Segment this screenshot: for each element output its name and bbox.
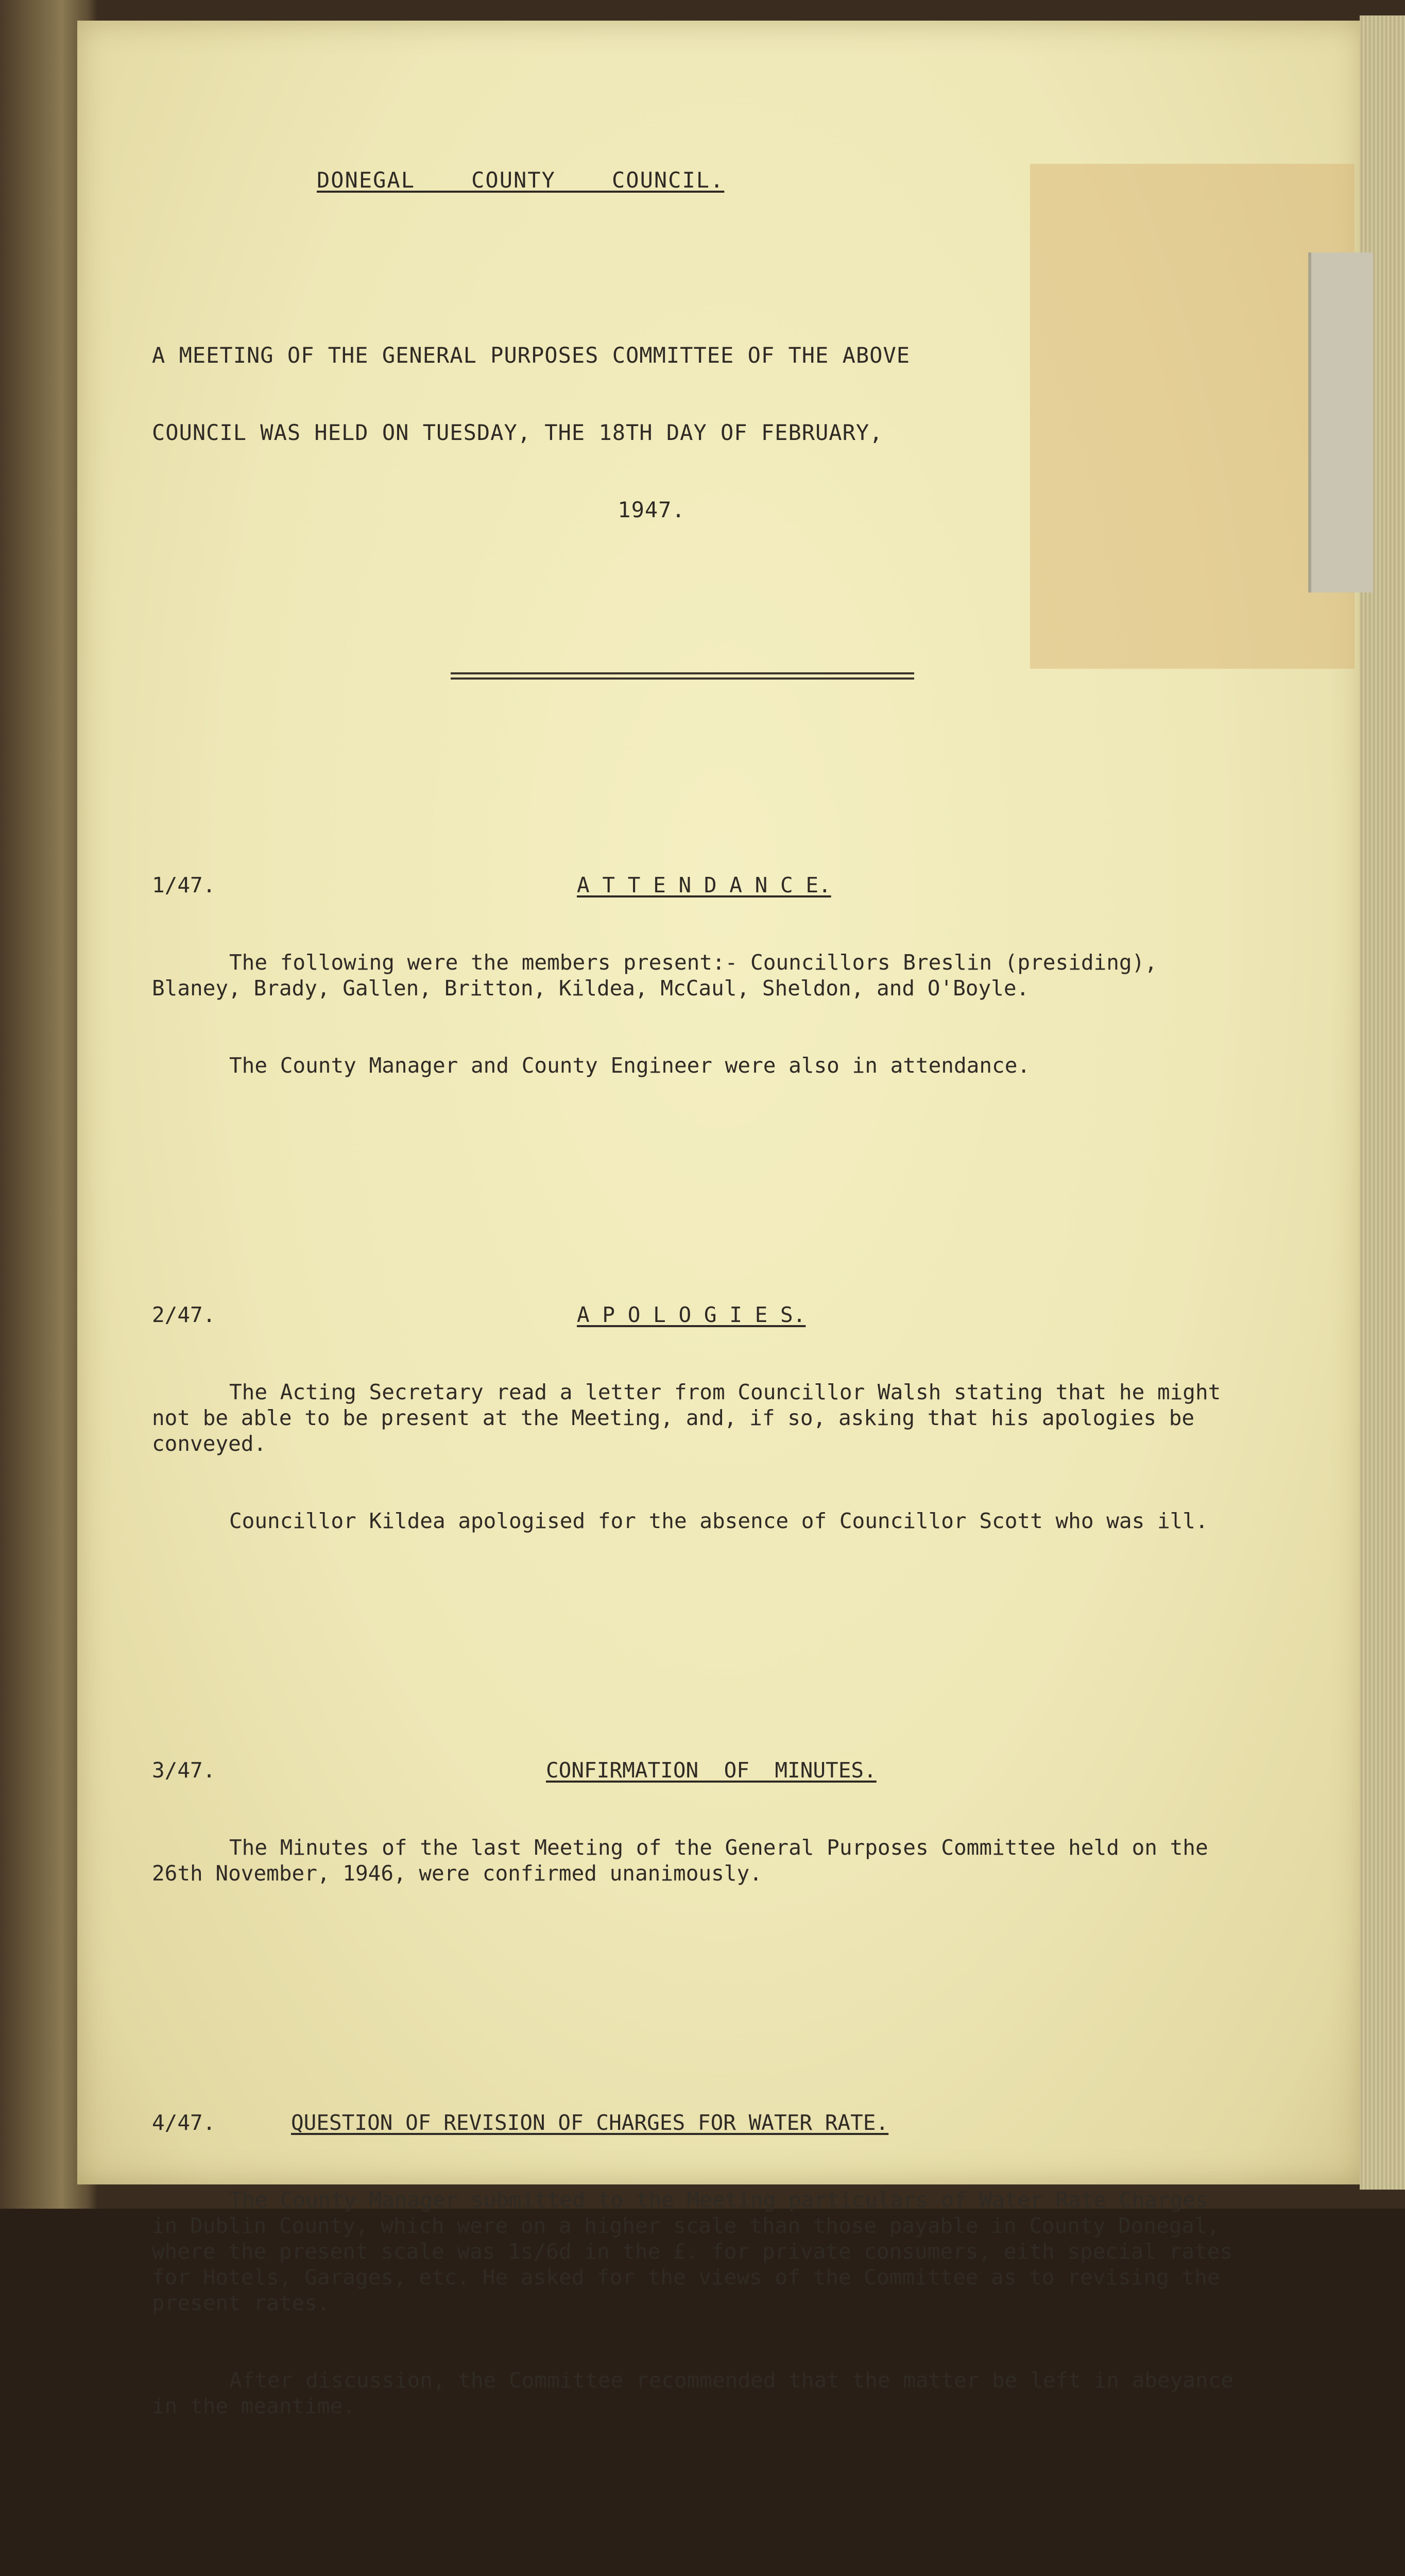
paragraph: After discussion, the Committee recommended that the matter be left in abeyance in the meantime.: [152, 2368, 1246, 2418]
section-title: A P O L O G I E S.: [577, 1302, 806, 1327]
paragraph: The Acting Secretary read a letter from Councillor Walsh stating that he might not be able to be present at the Meeting, and, if so, asking that his apologies be conveyed.: [152, 1380, 1234, 1456]
meeting-line-2: COUNCIL WAS HELD ON TUESDAY, THE 18TH DAY OF FEBRUARY,: [152, 420, 883, 445]
council-title: DONEGAL COUNTY COUNCIL.: [317, 167, 725, 193]
meeting-line-1: A MEETING OF THE GENERAL PURPOSES COMMITTEE OF THE ABOVE: [152, 343, 911, 368]
section-title: A T T E N D A N C E.: [577, 873, 831, 897]
paragraph: The County Manager and County Engineer were also in attendance.: [229, 1053, 1031, 1078]
binding-tab: [1308, 252, 1373, 592]
section-title: CONFIRMATION OF MINUTES.: [546, 1758, 877, 1783]
section-title: QUESTION OF REVISION OF CHARGES FOR WATER RATE.: [291, 2110, 889, 2135]
paragraph: The following were the members present:- Councillors Breslin (presiding), Blaney, Brady, Gallen, Britton, Kildea, McCaul, Sheldon, and O'Boyle.: [152, 950, 1170, 1001]
paragraph: Councillor Kildea apologised for the absence of Councillor Scott who was ill.: [229, 1509, 1208, 1533]
minute-number: 2/47.: [152, 1302, 216, 1327]
section-heading: [152, 1757, 1244, 1783]
double-rule: [451, 672, 914, 680]
section-heading: [152, 872, 1244, 898]
minute-number: 4/47.: [152, 2110, 216, 2135]
meeting-year: 1947.: [618, 497, 686, 522]
section-apologies: [152, 1250, 1244, 1585]
section-heading: [152, 1302, 1244, 1328]
paragraph: The Minutes of the last Meeting of the General Purposes Committee held on the 26th November, 1946, were confirmed unanimously.: [152, 1835, 1221, 1886]
section-heading: [152, 2110, 1244, 2136]
section-attendance: [152, 821, 1244, 1130]
document-text: [152, 116, 1244, 2576]
minute-number: 3/47.: [152, 1758, 216, 1783]
meeting-statement: [152, 291, 1244, 574]
minute-number: 1/47.: [152, 873, 216, 897]
paragraph: The County Manager submitted to the Meeting particulars of Water Rate Charges in Dublin County, which were on a higher scale than those payable in County Donegal, where the present scale was 1s/6d in the £. for private consumers, eith special rates for Hotels, Garages, etc. He asked for the views of the Committee as to revising the present rates.: [152, 2188, 1245, 2315]
section-confirmation-of-minutes: [152, 1706, 1244, 1938]
section-water-rate: [152, 2058, 1244, 2470]
